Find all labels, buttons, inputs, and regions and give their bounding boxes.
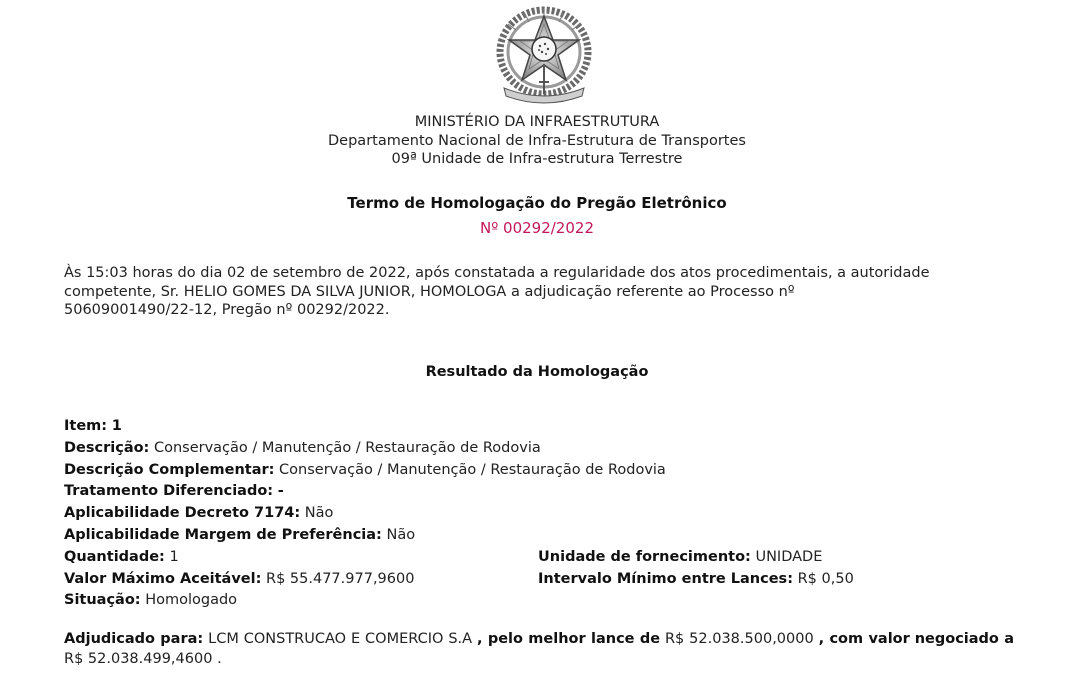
field-intervalo [538, 569, 854, 591]
adjudication-paragraph [64, 629, 1014, 669]
negotiated-label-1: , com valor [818, 631, 910, 647]
field-value: 1 [169, 548, 179, 565]
institution-header [0, 113, 1074, 169]
field-value: Não [386, 526, 416, 543]
field-value: R$ 0,50 [797, 570, 854, 587]
intro-line-3: 50609001490/22-12, Pregão nº 00292/2022. [64, 302, 390, 318]
field-label: Quantidade: [64, 548, 165, 565]
field-unidade [538, 547, 822, 569]
field-tratamento [64, 481, 1024, 503]
field-label: Intervalo Mínimo entre Lances: [538, 570, 793, 587]
intro-paragraph [64, 264, 1024, 320]
field-label: Situação: [64, 592, 141, 609]
adjudicado-label: Adjudicado para: [64, 631, 204, 647]
negotiated-value: R$ 52.038.499,4600 [64, 651, 213, 667]
ministry-name: MINISTÉRIO DA INFRAESTRUTURA [414, 114, 660, 130]
field-label: Item: [64, 418, 108, 434]
field-valor-maximo [64, 569, 538, 591]
field-value: 1 [111, 418, 122, 434]
field-label: Descrição: [64, 439, 150, 456]
document-number: Nº 00292/2022 [479, 219, 594, 237]
field-label: Valor Máximo Aceitável: [64, 570, 262, 587]
intro-line-2: competente, Sr. HELIO GOMES DA SILVA JUNIOR, HOMOLOGA a adjudicação referente ao Processo nº [64, 283, 795, 300]
field-label: Unidade de fornecimento: [538, 548, 751, 565]
field-decreto [64, 503, 1024, 525]
field-quantidade [64, 547, 538, 569]
field-value: Homologado [145, 592, 238, 609]
result-section-title: Resultado da Homologação [425, 364, 649, 380]
unit-name: 09ª Unidade de Infra-estrutura Terrestre [391, 151, 683, 167]
field-margem [64, 525, 1024, 547]
intro-line-1: Às 15:03 horas do dia 02 de setembro de 2022, após constatada a regularidade dos atos procedimentais, a autoridade [64, 265, 930, 281]
company-name: LCM CONSTRUCAO E COMERCIO S.A [208, 631, 473, 647]
field-label: Tratamento Diferenciado: [64, 483, 274, 500]
field-value: UNIDADE [755, 548, 823, 565]
field-label: Aplicabilidade Decreto 7174: [64, 505, 301, 522]
field-value: Conservação / Manutenção / Restauração de Rodovia [279, 461, 666, 478]
result-fields [64, 416, 1024, 612]
field-descricao-complementar [64, 460, 1024, 482]
negotiated-label-2: negociado a [914, 631, 1015, 647]
sentence-end: . [217, 651, 222, 667]
field-row-quantidade-unidade [64, 547, 1024, 569]
department-name: Departamento Nacional de Infra-Estrutura de Transportes [328, 132, 746, 149]
coat-of-arms-emblem [484, 2, 604, 106]
best-bid-value: R$ 52.038.500,0000 [664, 631, 814, 647]
best-bid-label: , pelo melhor lance de [476, 631, 661, 647]
field-value: Não [304, 505, 334, 522]
document-title: Termo de Homologação do Pregão Eletrônico [347, 194, 727, 212]
field-value: - [277, 483, 284, 500]
field-situacao [64, 590, 1024, 612]
field-label: Aplicabilidade Margem de Preferência: [64, 526, 382, 543]
field-value: R$ 55.477.977,9600 [266, 570, 415, 587]
field-descricao [64, 438, 1024, 460]
field-row-valor-intervalo [64, 569, 1024, 591]
field-item [64, 416, 1024, 438]
field-value: Conservação / Manutenção / Restauração de Rodovia [153, 439, 541, 456]
field-label: Descrição Complementar: [64, 461, 275, 478]
